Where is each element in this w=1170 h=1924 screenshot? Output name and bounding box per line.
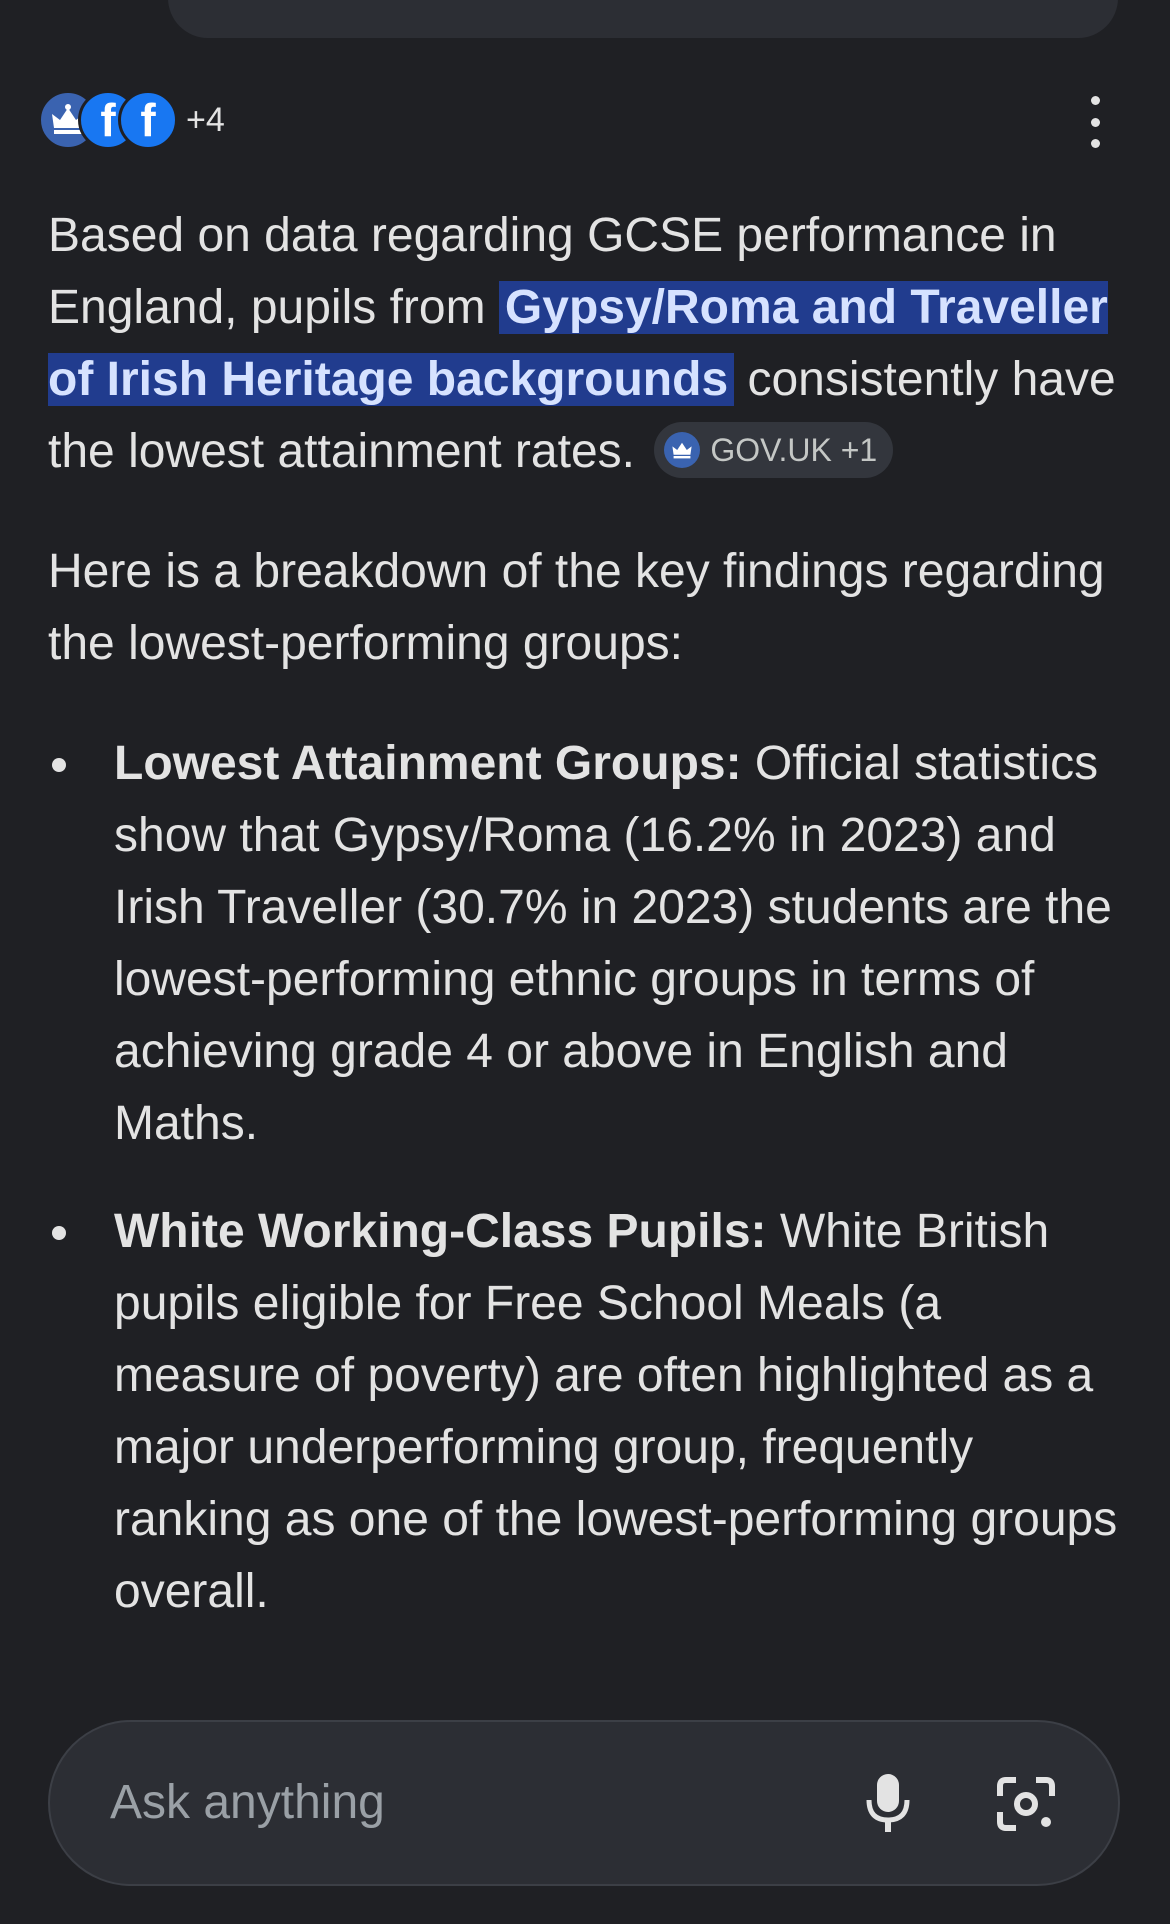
list-item [48, 1196, 1128, 1628]
gov-uk-crown-icon [664, 432, 700, 468]
highlighted-answer: Gypsy/Roma and Traveller of Irish Heritage backgrounds [48, 281, 1108, 406]
list-item [48, 728, 1128, 1160]
intro-text-end: consistently have the lowest attainment rates. [48, 353, 1116, 478]
bullet-icon [52, 1226, 66, 1240]
sources-count[interactable]: +4 [186, 100, 225, 139]
microphone-icon[interactable] [850, 1766, 926, 1842]
camera-lens-icon[interactable] [988, 1766, 1064, 1842]
finding-title: White Working-Class Pupils: [114, 1205, 767, 1258]
ask-input[interactable]: Ask anything [110, 1776, 385, 1829]
answer-content [48, 200, 1128, 1680]
finding-title: Lowest Attainment Groups: [114, 737, 742, 790]
sources-row[interactable] [38, 88, 225, 152]
more-options-icon[interactable] [1080, 96, 1110, 148]
citation-chip[interactable] [654, 422, 893, 478]
bullet-icon [52, 758, 66, 772]
breakdown-intro: Here is a breakdown of the key findings regarding the lowest-performing groups: [48, 545, 1105, 670]
findings-list [48, 728, 1128, 1628]
finding-text: Official statistics show that Gypsy/Roma (16.2% in 2023) and Irish Traveller (30.7% in 2023) students are the lowest-performing ethnic groups in terms of achieving grade 4 or above in English and Maths. [114, 737, 1112, 1150]
intro-text: Based on data regarding GCSE performance in England, pupils from [48, 209, 1057, 334]
answer-intro [48, 200, 1128, 488]
previous-message-card [168, 0, 1118, 38]
finding-text: White British pupils eligible for Free School Meals (a measure of poverty) are often highlighted as a major underperforming group, frequently ranking as one of the lowest-performing groups overall. [114, 1205, 1118, 1618]
citation-label: GOV.UK +1 [710, 432, 878, 469]
facebook-icon[interactable]: f [78, 90, 138, 150]
ask-input-bar[interactable] [48, 1720, 1120, 1886]
facebook-icon[interactable]: f [118, 90, 178, 150]
